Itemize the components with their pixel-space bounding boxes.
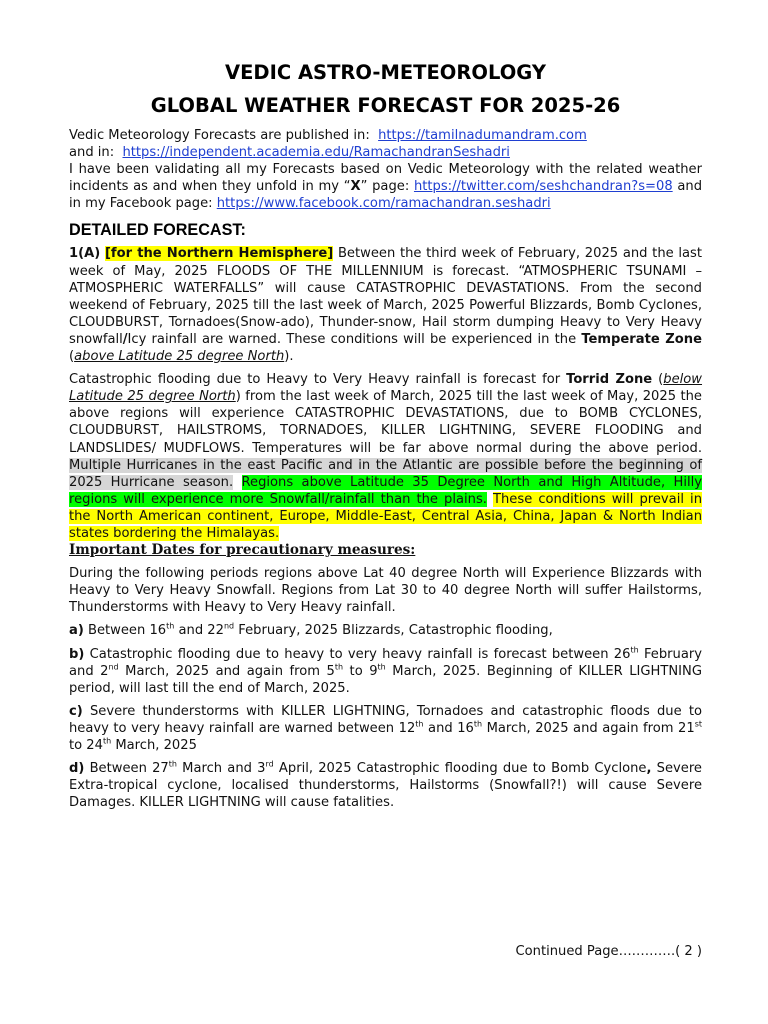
item-c-sup: th <box>102 736 112 746</box>
item-b-text: March, 2025 and again from 5 <box>118 663 335 679</box>
detailed-forecast-heading: DETAILED FORECAST: <box>69 221 246 240</box>
paren-close: ). <box>284 349 294 365</box>
item-b <box>69 646 702 697</box>
above-latitude-label: above Latitude 25 degree North <box>74 349 285 365</box>
item-a-text: Between 16 <box>88 623 167 639</box>
paren-open: ( <box>69 349 75 365</box>
temperate-zone-label: Temperate Zone <box>581 331 702 347</box>
item-d <box>69 760 702 811</box>
hurricane-highlight: Multiple Hurricanes in the east Pacific and in the Atlantic are possible before the beginning of 2025 Hurricane season. <box>69 457 702 490</box>
tamilnadumandram-link[interactable]: https://tamilnadumandram.com <box>378 128 587 143</box>
continued-page-note: Continued Page………….( 2 ) <box>515 944 702 959</box>
item-d-text: Between 27 <box>89 761 169 777</box>
item-c-text: March, 2025 and again from 21 <box>482 720 695 736</box>
and-in-label: and in: <box>69 145 115 161</box>
section-1a-number: 1(A) <box>69 246 101 262</box>
section-1a-text-a: Between the third week of February, 2025 and the last week of May, 2025 FLOODS OF THE MILLENNIUM is forecast. “ATMOSPHERIC TSUNAMI – ATMOSPHERIC WATERFALLS” will cause CATASTROPHIC DEVASTATIONS. From the second weekend of February, 2025 till the last week of March, 2025 Powerful Blizzards, Bomb Cyclones, CLOUDBURST, Tornadoes(Snow-ado), Thunder-snow, Hail storm dumping Heavy to Very Heavy snowfall <box>69 246 703 347</box>
twitter-link[interactable]: https://twitter.com/seshchandran?s=08 <box>413 179 673 195</box>
important-dates-heading: Important Dates for precautionary measures: <box>69 542 416 559</box>
item-c-label: c) <box>69 703 83 719</box>
slash-mark: / <box>122 331 128 347</box>
academia-line <box>69 144 702 161</box>
item-c-text: Severe thunderstorms with KILLER LIGHTNING, Tornadoes and catastrophic floods due to heavy to very heavy rainfall are warned between 12 <box>69 703 702 736</box>
validating-text-b: ” page: <box>360 179 410 195</box>
item-b-sup: th <box>334 662 344 672</box>
item-a <box>69 622 702 639</box>
item-d-sup: th <box>168 759 177 769</box>
published-line <box>69 127 702 144</box>
northern-hemisphere-label: [for the Northern Hemisphere] <box>104 246 334 262</box>
document-subtitle: GLOBAL WEATHER FORECAST FOR 2025-26 <box>150 94 621 117</box>
item-a-label: a) <box>69 623 84 639</box>
item-b-sup: th <box>630 645 639 655</box>
periods-intro-paragraph: During the following periods regions above Lat 40 degree North will Experience Blizzards with Heavy to Very Heavy Snowfall. Regions from Lat 30 to 40 degree North will suffer Hailstorms, Thunderstorms with Heavy to Very Heavy rainfall. <box>69 566 702 616</box>
item-d-text: Severe Extra-tropical cyclone, localised thunderstorms, Hailstorms (Snowfall?!) will cause Severe Damages. KILLER LIGHTNING will cause fatalities. <box>69 761 702 811</box>
item-b-label: b) <box>69 646 85 662</box>
validating-paragraph <box>69 161 702 212</box>
item-b-sup: nd <box>108 662 119 672</box>
published-label: Vedic Meteorology Forecasts are published in: <box>69 128 370 143</box>
and-facebook-text: and in my Facebook page: <box>69 179 703 212</box>
item-c-sup: st <box>694 719 702 729</box>
item-d-comma: , <box>646 761 652 777</box>
item-c-text: to 24 <box>69 738 103 753</box>
x-label: X <box>350 179 361 195</box>
item-d-label: d) <box>69 761 85 777</box>
item-d-text: March and 3 <box>176 761 266 777</box>
document-page <box>69 58 702 811</box>
item-a-text: February, 2025 Blizzards, Catastrophic flooding, <box>234 623 553 639</box>
item-c <box>69 703 702 754</box>
torrid-paren-open: ( <box>658 372 664 388</box>
intro-block <box>69 127 702 212</box>
item-c-sup: th <box>473 719 483 729</box>
item-c-sup: th <box>415 719 424 729</box>
validating-text-a: I have been validating all my Forecasts based on Vedic Meteorology with the related weather incidents as and when they unfold in my “ <box>69 162 702 195</box>
torrid-text-b: ) from the last week of March, 2025 till the last week of May, 2025 the above regions will experience CATASTROPHIC DEVASTATIONS, due to BOMB CYCLONES, CLOUDBURST, HAILSTROMS, TORNADOES, KILLER LIGHTNING, SEVERE FLOODING and LANDSLIDES/ MUDFLOWS. Temperatures will be far above normal during the above period. <box>69 389 702 456</box>
item-a-sup: th <box>166 622 175 632</box>
item-c-text: March, 2025 <box>111 738 197 753</box>
torrid-zone-paragraph <box>69 371 702 542</box>
item-d-text: April, 2025 Catastrophic flooding due to Bomb Cyclone <box>273 761 647 777</box>
item-d-sup: rd <box>265 759 274 769</box>
item-b-text: March, 2025. Beginning of KILLER LIGHTNING period, will last till the end of March, 2025. <box>69 663 702 696</box>
item-b-text: to 9 <box>343 663 378 679</box>
torrid-text-a: Catastrophic flooding due to Heavy to Very Heavy rainfall is forecast for <box>69 372 561 388</box>
item-b-text: Catastrophic flooding due to heavy to very heavy rainfall is forecast between 26 <box>89 646 631 662</box>
academia-link[interactable]: https://independent.academia.edu/RamachandranSeshadri <box>122 145 510 161</box>
regions-highlight: These conditions will prevail in the North American continent, Europe, Middle-East, Central Asia, China, Japan & North Indian states bordering the Himalayas. <box>69 491 702 541</box>
snowfall-highlight: Regions above Latitude 35 Degree North and High Altitude, Hilly regions will experience more Snowfall/rainfall than the plains. <box>69 474 702 507</box>
torrid-zone-label: Torrid Zone <box>566 372 653 388</box>
item-a-sup: nd <box>223 622 235 632</box>
section-1a-paragraph <box>69 245 702 365</box>
item-b-sup: th <box>377 662 386 672</box>
below-latitude-label: below Latitude 25 degree North <box>69 372 703 405</box>
item-c-text: and 16 <box>423 720 474 736</box>
item-b-text: February and 2 <box>69 646 702 679</box>
section-1a-text-b: Icy rainfall are warned. These conditions will be experienced in the <box>127 331 577 347</box>
item-a-text: and 22 <box>174 623 224 639</box>
document-title: VEDIC ASTRO-METEOROLOGY <box>225 61 546 84</box>
facebook-link[interactable]: https://www.facebook.com/ramachandran.seshadri <box>216 196 551 212</box>
